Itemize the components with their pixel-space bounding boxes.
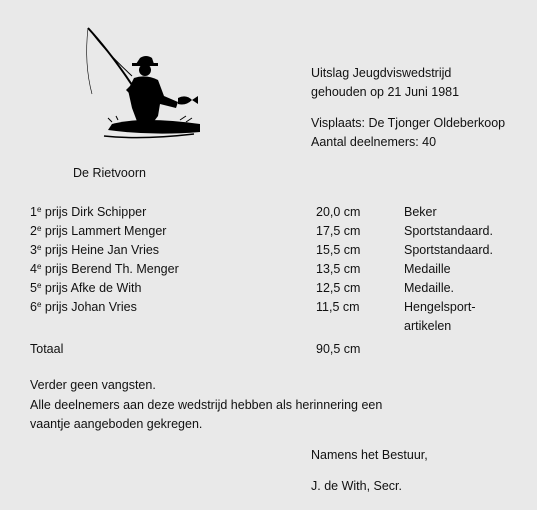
prize-row — [30, 262, 520, 282]
prize-row — [30, 205, 520, 225]
prize-place: 2e prijs Lammert Menger — [30, 224, 167, 238]
prize-place: 1e prijs Dirk Schipper — [30, 205, 147, 219]
signature-board: Namens het Bestuur, — [311, 448, 428, 462]
event-location: Visplaats: De Tjonger Oldeberkoop — [311, 116, 506, 130]
prize-reward: Sportstandaard. — [404, 243, 493, 257]
prize-place: 3e prijs Heine Jan Vries — [30, 243, 160, 257]
prize-reward: Medaille. — [404, 281, 455, 295]
prize-row — [30, 281, 520, 301]
prize-length: 11,5 cm — [316, 300, 360, 314]
participant-count: Aantal deelnemers: 40 — [311, 135, 437, 149]
prize-length: 13,5 cm — [316, 262, 361, 276]
prize-length: 15,5 cm — [316, 243, 361, 257]
prize-reward-continued: artikelen — [404, 319, 452, 333]
note-pennant-line2: vaantje aangeboden gekregen. — [30, 417, 203, 431]
prize-row — [30, 224, 520, 244]
prize-place: 6e prijs Johan Vries — [30, 300, 137, 314]
prize-length: 12,5 cm — [316, 281, 361, 295]
prize-length: 17,5 cm — [316, 224, 361, 238]
total-value: 90,5 cm — [316, 342, 361, 356]
event-title: Uitslag Jeugdviswedstrijd — [311, 66, 452, 80]
prize-row — [30, 300, 520, 320]
note-no-catches: Verder geen vangsten. — [30, 378, 156, 392]
total-label: Totaal — [30, 342, 64, 356]
prize-reward: Beker — [404, 205, 437, 219]
prize-place: 5e prijs Afke de With — [30, 281, 142, 295]
prize-reward: Medaille — [404, 262, 451, 276]
fisherman-logo-icon — [82, 24, 202, 142]
event-date: gehouden op 21 Juni 1981 — [311, 85, 460, 99]
prize-row — [30, 243, 520, 263]
signature-secretary: J. de With, Secr. — [311, 479, 403, 493]
prize-length: 20,0 cm — [316, 205, 361, 219]
prize-place: 4e prijs Berend Th. Menger — [30, 262, 179, 276]
prize-reward: Hengelsport- — [404, 300, 476, 314]
prize-reward: Sportstandaard. — [404, 224, 493, 238]
note-pennant-line1: Alle deelnemers aan deze wedstrijd hebben als herinnering een — [30, 398, 383, 412]
club-name: De Rietvoorn — [73, 166, 146, 180]
